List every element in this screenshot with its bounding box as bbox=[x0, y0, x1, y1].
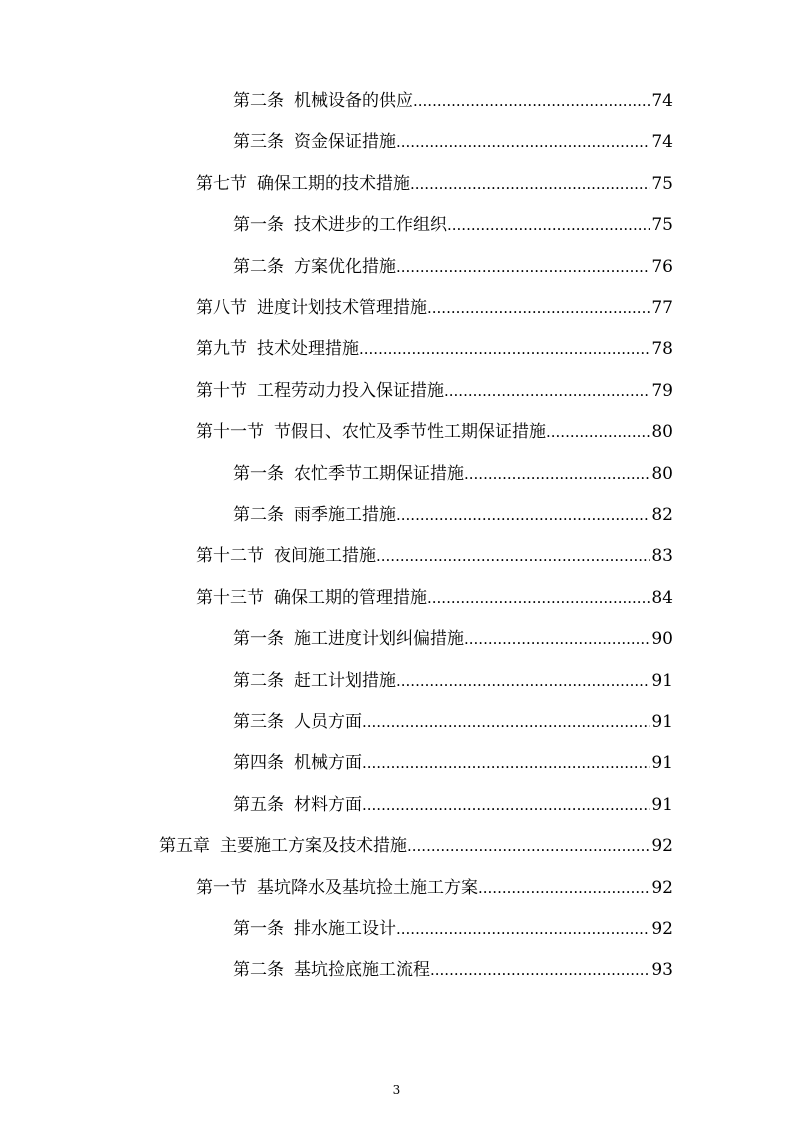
toc-leader-dots bbox=[396, 502, 650, 528]
toc-leader-dots bbox=[464, 626, 650, 652]
toc-entry[interactable] bbox=[196, 419, 673, 445]
toc-entry-title: 赶工计划措施 bbox=[294, 670, 396, 691]
page-footer-number: 3 bbox=[392, 1083, 401, 1097]
toc-entry-label: 第一条 bbox=[233, 629, 284, 650]
toc-entry-page-number: 93 bbox=[651, 960, 673, 981]
toc-entry[interactable] bbox=[233, 709, 673, 735]
toc-entry-page-number: 92 bbox=[651, 919, 673, 939]
toc-entry-label: 第七节 bbox=[196, 173, 247, 194]
toc-entry[interactable] bbox=[233, 668, 673, 694]
toc-entry-title: 节假日、农忙及季节性工期保证措施 bbox=[274, 422, 546, 443]
toc-entry-label: 第五条 bbox=[233, 794, 284, 815]
toc-entry-page-number: 77 bbox=[651, 298, 673, 318]
toc-leader-dots bbox=[447, 212, 650, 238]
toc-entry-page-number: 76 bbox=[651, 256, 673, 277]
toc-entry[interactable] bbox=[196, 875, 673, 901]
toc-entry-page-number: 74 bbox=[651, 132, 673, 153]
toc-leader-dots bbox=[478, 875, 650, 901]
toc-leader-dots bbox=[410, 171, 650, 197]
toc-entry-label: 第一条 bbox=[233, 919, 284, 939]
toc-entry-page-number: 84 bbox=[651, 587, 673, 608]
toc-entry[interactable] bbox=[233, 502, 673, 528]
toc-entry-label: 第二条 bbox=[233, 960, 284, 981]
toc-leader-dots bbox=[430, 957, 650, 983]
toc-entry[interactable] bbox=[233, 957, 673, 983]
toc-entry-label: 第一节 bbox=[196, 877, 247, 898]
toc-entry[interactable] bbox=[196, 171, 673, 197]
toc-entry-label: 第一条 bbox=[233, 215, 284, 236]
toc-entry-page-number: 79 bbox=[651, 380, 673, 401]
toc-entry[interactable] bbox=[233, 916, 673, 942]
toc-entry[interactable] bbox=[233, 254, 673, 280]
toc-leader-dots bbox=[396, 129, 650, 155]
toc-entry-title: 确保工期的技术措施 bbox=[257, 173, 410, 194]
toc-entry[interactable] bbox=[196, 585, 673, 611]
toc-entry-label: 第三条 bbox=[233, 712, 284, 732]
toc-entry-title: 确保工期的管理措施 bbox=[274, 587, 427, 608]
toc-entry-page-number: 91 bbox=[651, 753, 673, 774]
toc-entry-title: 排水施工设计 bbox=[294, 919, 396, 939]
toc-entry-title: 技术处理措施 bbox=[257, 339, 359, 360]
toc-leader-dots bbox=[362, 709, 650, 735]
toc-entry-label: 第三条 bbox=[233, 132, 284, 153]
toc-entry-title: 夜间施工措施 bbox=[274, 546, 376, 567]
toc-leader-dots bbox=[464, 461, 650, 487]
toc-entry[interactable] bbox=[233, 461, 673, 487]
toc-entry-page-number: 91 bbox=[651, 794, 673, 815]
toc-entry[interactable] bbox=[233, 88, 673, 114]
toc-leader-dots bbox=[396, 668, 650, 694]
toc-entry-label: 第一条 bbox=[233, 463, 284, 484]
toc-entry-label: 第九节 bbox=[196, 339, 247, 360]
toc-entry-page-number: 80 bbox=[651, 422, 673, 443]
toc-entry[interactable] bbox=[233, 212, 673, 238]
toc-entry-title: 机械设备的供应 bbox=[294, 91, 413, 111]
toc-entry-page-number: 91 bbox=[651, 670, 673, 691]
toc-entry-label: 第二条 bbox=[233, 256, 284, 277]
toc-entry-page-number: 90 bbox=[651, 629, 673, 650]
toc-leader-dots bbox=[396, 916, 650, 942]
toc-entry-title: 资金保证措施 bbox=[294, 132, 396, 153]
toc-leader-dots bbox=[362, 750, 650, 776]
toc-entry-title: 基坑降水及基坑捡土施工方案 bbox=[257, 877, 478, 898]
toc-entry-label: 第八节 bbox=[196, 298, 247, 318]
toc-entry-label: 第二条 bbox=[233, 670, 284, 691]
toc-entry-label: 第二条 bbox=[233, 91, 284, 111]
toc-entry-page-number: 92 bbox=[651, 877, 673, 898]
toc-leader-dots bbox=[444, 378, 650, 404]
toc-entry-title: 工程劳动力投入保证措施 bbox=[257, 380, 444, 401]
toc-entry-page-number: 75 bbox=[651, 215, 673, 236]
toc-leader-dots bbox=[359, 336, 650, 362]
toc-leader-dots bbox=[407, 833, 650, 859]
toc-entry[interactable] bbox=[196, 336, 673, 362]
toc-leader-dots bbox=[427, 295, 650, 321]
toc-entry-title: 施工进度计划纠偏措施 bbox=[294, 629, 464, 650]
toc-leader-dots bbox=[546, 419, 650, 445]
toc-entry-title: 技术进步的工作组织 bbox=[294, 215, 447, 236]
toc-entry-label: 第十二节 bbox=[196, 546, 264, 567]
toc-entry[interactable] bbox=[233, 626, 673, 652]
toc-entry-title: 进度计划技术管理措施 bbox=[257, 298, 427, 318]
toc-entry-title: 雨季施工措施 bbox=[294, 505, 396, 525]
toc-entry-title: 方案优化措施 bbox=[294, 256, 396, 277]
toc-leader-dots bbox=[376, 543, 650, 569]
toc-entry-title: 人员方面 bbox=[294, 712, 362, 732]
toc-entry-title: 材料方面 bbox=[294, 794, 362, 815]
toc-entry-page-number: 83 bbox=[651, 546, 673, 567]
toc-entry-title: 基坑捡底施工流程 bbox=[294, 960, 430, 981]
toc-entry-title: 主要施工方案及技术措施 bbox=[220, 836, 407, 857]
toc-entry-page-number: 80 bbox=[651, 463, 673, 484]
toc-entry-label: 第二条 bbox=[233, 505, 284, 525]
toc-entry-title: 机械方面 bbox=[294, 753, 362, 774]
toc-leader-dots bbox=[413, 88, 650, 114]
toc-entry[interactable] bbox=[159, 833, 673, 859]
toc-entry-page-number: 82 bbox=[651, 505, 673, 525]
toc-entry-label: 第十一节 bbox=[196, 422, 264, 443]
toc-entry[interactable] bbox=[233, 750, 673, 776]
toc-entry[interactable] bbox=[233, 792, 673, 818]
toc-entry-page-number: 74 bbox=[651, 91, 673, 111]
toc-entry[interactable] bbox=[233, 129, 673, 155]
toc-entry-label: 第四条 bbox=[233, 753, 284, 774]
toc-leader-dots bbox=[362, 792, 650, 818]
toc-leader-dots bbox=[427, 585, 650, 611]
toc-entry-label: 第十三节 bbox=[196, 587, 264, 608]
toc-entry-page-number: 91 bbox=[651, 712, 673, 732]
toc-entry-page-number: 75 bbox=[651, 173, 673, 194]
toc-leader-dots bbox=[396, 254, 650, 280]
toc-entry-label: 第五章 bbox=[159, 836, 210, 857]
toc-entry[interactable] bbox=[196, 378, 673, 404]
toc-entry[interactable] bbox=[196, 295, 673, 321]
toc-entry-label: 第十节 bbox=[196, 380, 247, 401]
toc-entry-page-number: 92 bbox=[651, 836, 673, 857]
toc-entry-page-number: 78 bbox=[651, 339, 673, 360]
toc-entry[interactable] bbox=[196, 543, 673, 569]
toc-entry-title: 农忙季节工期保证措施 bbox=[294, 463, 464, 484]
